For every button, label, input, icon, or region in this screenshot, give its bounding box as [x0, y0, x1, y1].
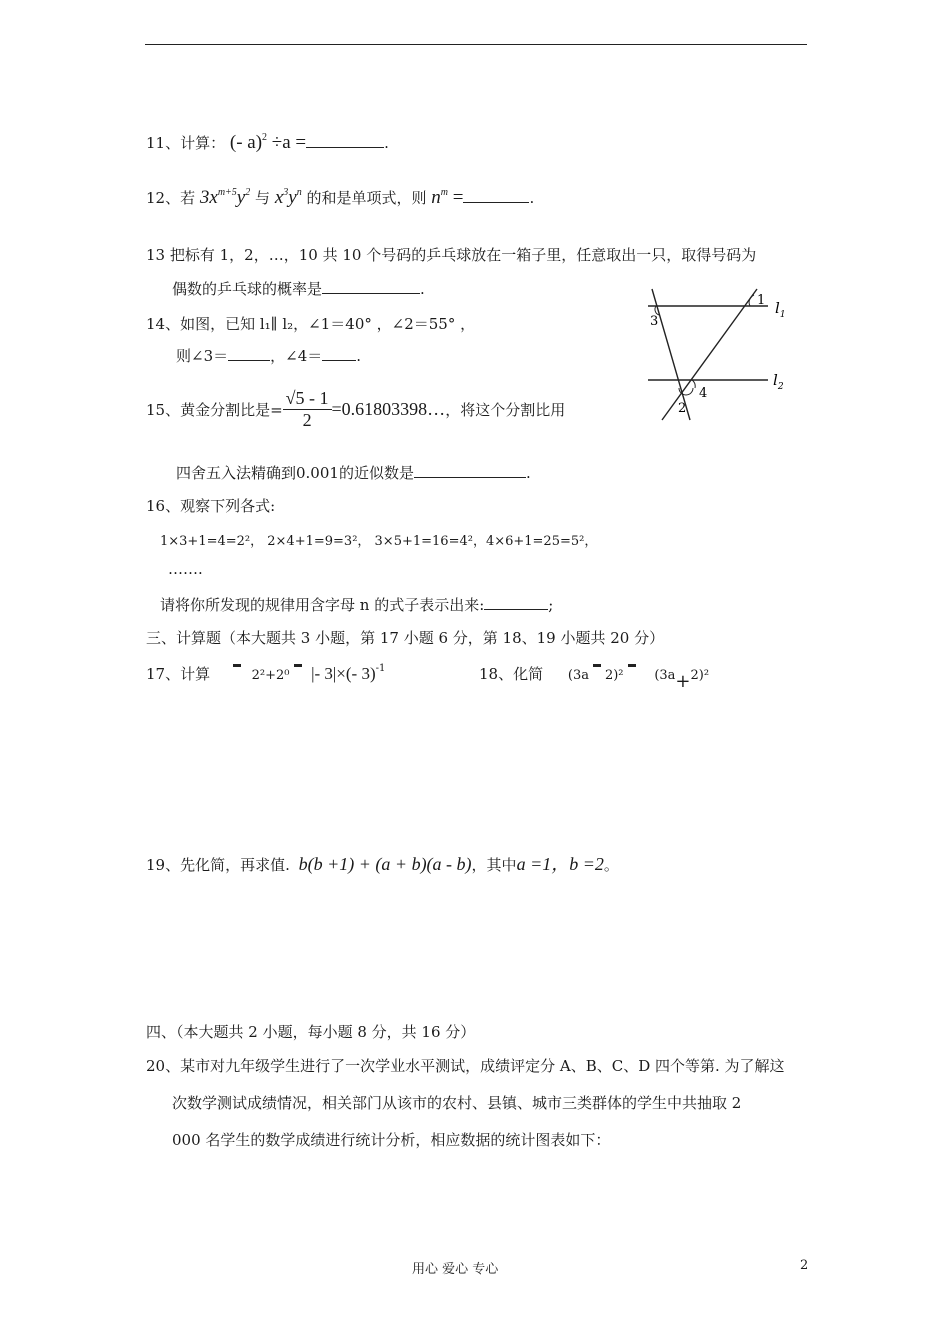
- angle-4-label: 4: [699, 386, 708, 401]
- question-15: 15、黄金分割比是= $\frac{√5 - 1}{2}$ =0.61803398…，将这个分割比用: [146, 388, 566, 430]
- angle-2-label: 2: [678, 401, 687, 416]
- q14-line1: 14、如图，已知 l₁∥ l₂，∠1＝40° ，∠2＝55° ，: [146, 315, 476, 333]
- q15-answer-blank[interactable]: [414, 477, 526, 478]
- q16-answer-blank[interactable]: [484, 609, 548, 610]
- page-number: 2: [800, 1258, 809, 1273]
- question-18: 18、化简 (3a 2)² (3a+2)²: [479, 665, 710, 692]
- minus-mark: [294, 664, 302, 667]
- minus-mark: [233, 664, 241, 667]
- line-l2-label: $l_2$: [773, 371, 784, 392]
- q12-term2: $x^3y^n$: [274, 187, 302, 208]
- q20-line1: 20、某市对九年级学生进行了一次学业水平测试，成绩评定分 A、B、C、D 四个等第. 为了解这: [146, 1057, 785, 1075]
- q11-answer-blank[interactable]: [306, 147, 384, 148]
- minus-mark: [628, 664, 636, 667]
- q20-line3: 000 名学生的数学成绩进行统计分析，相应数据的统计图表如下：: [172, 1131, 611, 1149]
- q13-line2: 偶数的乒乓球的概率是 .: [172, 280, 425, 298]
- section-3-title: 三、计算题（本大题共 3 小题，第 17 小题 6 分，第 18、19 小题共 20 分）: [146, 629, 665, 647]
- parallel-lines-figure: [640, 285, 800, 434]
- q16-label: 16、观察下列各式:: [146, 497, 276, 515]
- q11-expr: (- a)$^2$ ÷a =: [229, 132, 307, 153]
- q12-result: $n^m$ =: [431, 187, 464, 208]
- section-4-title: 四、（本大题共 2 小题，每小题 8 分，共 16 分）: [146, 1023, 476, 1041]
- golden-ratio-fraction: $\frac{√5 - 1}{2}$: [283, 388, 332, 431]
- angle-1-label: 1: [757, 293, 766, 308]
- question-12: 12、若 $3x^{m+5}y^2$ 与 $x^3y^n$ 的和是单项式，则 $n^m$ = .: [146, 187, 535, 208]
- q12-label: 12、若: [146, 189, 196, 207]
- footer-text: 用心 爱心 专心: [412, 1262, 499, 1277]
- q15-line2: 四舍五入法精确到0.001的近似数是 .: [176, 464, 531, 482]
- q14-angle3-blank[interactable]: [228, 360, 270, 361]
- q16-prompt: 请将你所发现的规律用含字母 n 的式子表示出来: ;: [160, 596, 554, 614]
- line-l1-label: $l_1$: [775, 299, 786, 320]
- q12-answer-blank[interactable]: [463, 202, 529, 203]
- question-11: 11、计算： (- a)$^2$ ÷a = .: [146, 132, 389, 153]
- q11-label: 11、计算：: [146, 134, 226, 152]
- header-rule: [145, 44, 807, 45]
- question-17: 17、计算 2²+2⁰ |- 3|×(- 3)$^{-1}$: [146, 663, 386, 683]
- minus-mark: [593, 664, 601, 667]
- angle-3-label: 3: [650, 314, 659, 329]
- question-19: 19、先化简，再求值. b(b +1) + (a + b)(a - b)，其中a =1，b =2。: [146, 854, 619, 874]
- q20-line2: 次数学测试成绩情况，相关部门从该市的农村、县镇、城市三类群体的学生中共抽取 2: [172, 1094, 742, 1112]
- q16-ellipsis: …….: [168, 560, 203, 578]
- q12-term1: $3x^{m+5}y^2$: [199, 187, 251, 208]
- q14-angle4-blank[interactable]: [322, 360, 356, 361]
- q16-formulas: 1×3+1=4=2²， 2×4+1=9=3²， 3×5+1=16=4²，4×6+1=25=5²，: [160, 534, 598, 549]
- figure-diagram: [640, 285, 800, 430]
- q13-line1: 13 把标有 1，2，…，10 共 10 个号码的乒乓球放在一箱子里，任意取出一只，取得号码为: [146, 246, 757, 264]
- q13-answer-blank[interactable]: [322, 293, 420, 294]
- q14-line2: 则∠3＝ ，∠4＝ .: [176, 347, 362, 365]
